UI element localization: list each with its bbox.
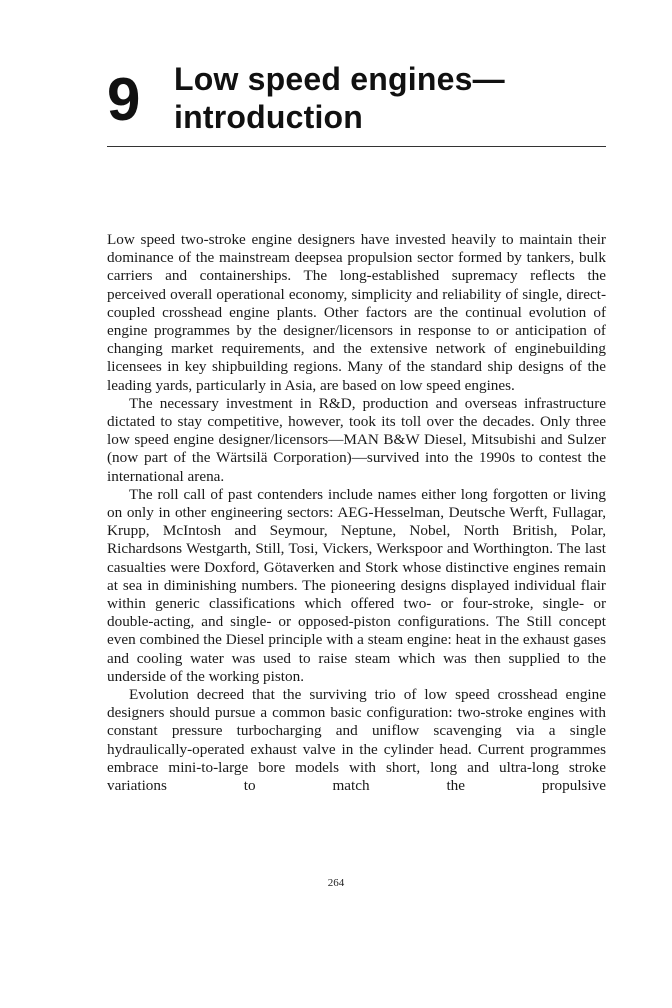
page-number: 264 (327, 877, 345, 889)
body-text (107, 231, 606, 795)
chapter-number: 9 (107, 66, 141, 133)
chapter-title-line-1: Low speed engines— (174, 61, 505, 97)
chapter-title (174, 60, 505, 136)
paragraph-4: Evolution decreed that the surviving trio of low speed crosshead engine designers should pursue a common basic configuration: two-stroke engines with constant pressure turbocharging and uniflow scavenging via a single hydraulically-operated exhaust valve in the cylinder head. Current programmes embrace mini-to-large bore models with short, long and ultra-long stroke variations to match the propulsive (107, 686, 606, 795)
chapter-header (107, 58, 606, 147)
paragraph-2: The necessary investment in R&D, production and overseas infrastructure dictated to stay competitive, however, took its toll over the decades. Only three low speed engine designer/licensors—MAN B&W Diesel, Mitsubishi and Sulzer (now part of the Wärtsilä Corporation)—survived into the 1990s to contest the international arena. (107, 394, 606, 485)
chapter-title-line-2: introduction (174, 99, 364, 135)
paragraph-1: Low speed two-stroke engine designers have invested heavily to maintain their dominance of the mainstream deepsea propulsion sector formed by tankers, bulk carriers and containerships. The long-established supremacy reflects the perceived overall operational economy, simplicity and reliability of single, direct-coupled crosshead engine plants. Other factors are the continual evolution of engine programmes by the designer/licensors in response to or anticipation of changing market requirements, and the extensive network of enginebuilding licensees in key shipbuilding regions. Many of the standard ship designs of the leading yards, particularly in Asia, are based on low speed engines. (107, 231, 606, 394)
paragraph-3: The roll call of past contenders include names either long forgotten or living on only in other engineering sectors: AEG-Hesselman, Deutsche Werft, Fullagar, Krupp, McIntosh and Seymour, Neptune, Nobel, North British, Polar, Richardsons Westgarth, Still, Tosi, Vickers, Werkspoor and Worthington. The last casualties were Doxford, Götaverken and Stork whose distinctive engines remain at sea in diminishing numbers. The pioneering designs displayed individual flair within generic classifications which offered two- or four-stroke, single- or double-acting, and single- or opposed-piston configurations. The Still concept even combined the Diesel principle with a steam engine: heat in the exhaust gases and cooling water was used to raise steam which was then supplied to the underside of the working piston. (107, 485, 606, 685)
